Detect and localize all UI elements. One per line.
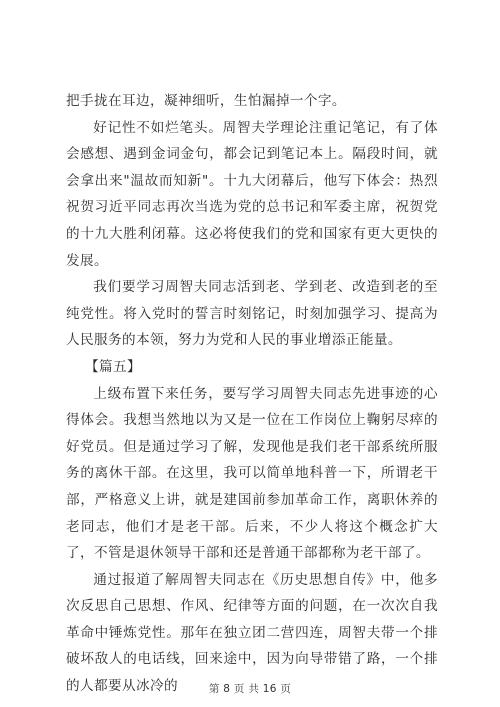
paragraph-party-spirit: 我们要学习周智夫同志活到老、学到老、改造到老的至纯党性。将入党时的誓言时刻铭记，时刻加强学习、提高为人民服务的本领，努力为党和人民的事业增添正能量。: [66, 279, 438, 349]
section-heading: 【篇五】: [85, 358, 141, 375]
paragraph-autobiography: 通过报道了解周智夫同志在《历史思想自传》中，他多次反思自己思想、作风、纪律等方面的问题，在一次次自我革命中锤炼党性。那年在独立团二营四连，周智夫带一个排破坏敌人的电话线，回来途中，因为向导带错了路，一个排的人都要从冰冷的: [66, 571, 438, 695]
document-body: [66, 88, 438, 700]
paragraph-note-taking: 好记性不如烂笔头。周智夫学理论注重记笔记，有了体会感想、遇到金词金句，都会记到笔记本上。隔段时间，就会拿出来"温故而知新"。十九大闭幕后，他写下体会：热烈祝贺习近平同志再次当选为党的总书记和军委主席，祝贺党的十九大胜利闭幕。这必将使我们的党和国家有更大更快的发展。: [66, 119, 438, 269]
paragraph-continuation: 把手拢在耳边，凝神细听，生怕漏掉一个字。: [66, 93, 346, 109]
paragraph-task-intro: 上级布置下来任务，要写学习周智夫同志先进事迹的心得体会。我想当然地以为又是一位在工作岗位上鞠躬尽瘁的好党员。但是通过学习了解，发现他是我们老干部系统所服务的离休干部。在这里，我可以简单地科普一下，所谓老干部，严格意义上讲，就是建国前参加革命工作，离职休养的老同志，他们才是老干部。后来，不少人将这个概念扩大了，不管是退休领导干部和还是普通干部都称为老干部了。: [66, 385, 438, 562]
page-number-footer: 第 8 页 共 16 页: [208, 683, 292, 695]
